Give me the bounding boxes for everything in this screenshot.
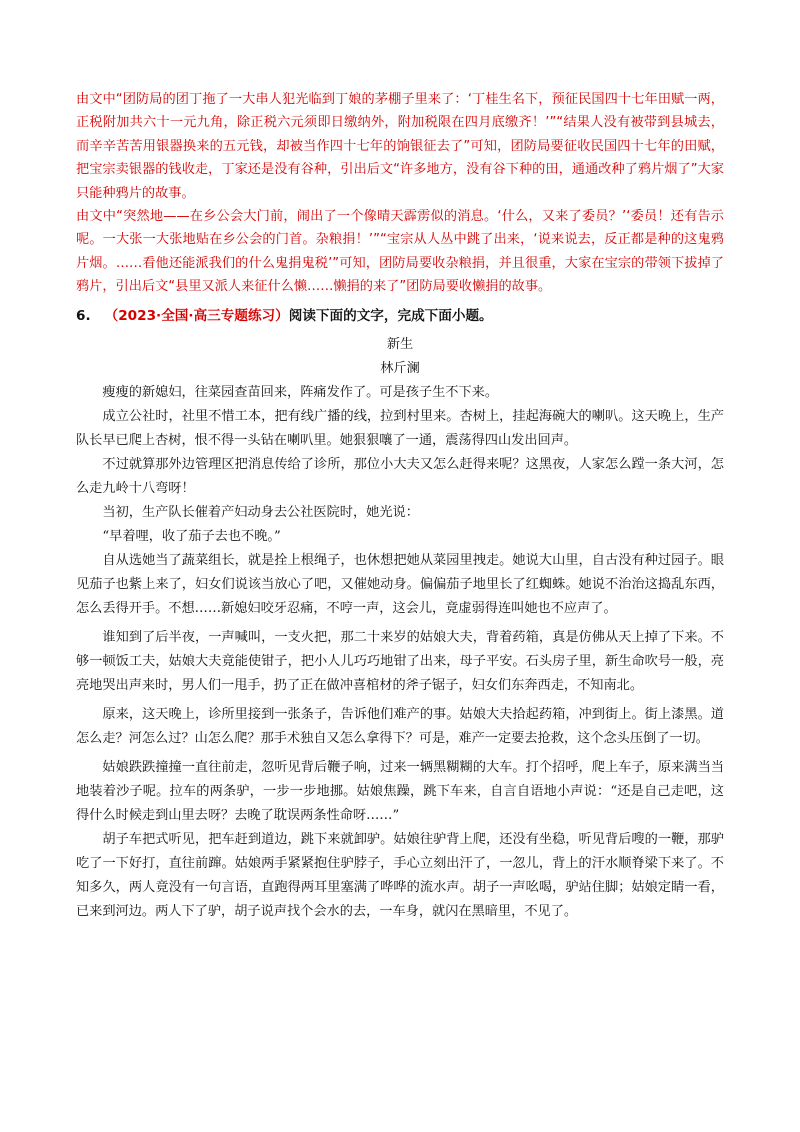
passage-paragraph-9: 姑娘跌跌撞撞一直往前走，忽听见背后鞭子响，过来一辆黑糊糊的大车。打个招呼，爬上车子，原来满当当地装着沙子呢。拉车的两条驴，一步一步地挪。姑娘焦躁，跳下车来，自言自语地小声说：“还是自己走吧，这得什么时候走到山里去呀？去晚了耽误两条性命呀……” [76, 759, 724, 823]
passage-paragraph-2: 成立公社时，社里不惜工本，把有线广播的线，拉到村里来。杏树上，挂起海碗大的喇叭。这天晚上，生产队长早已爬上杏树，恨不得一头钻在喇叭里。她狠狠嚷了一通，震荡得四山发出回声。 [76, 408, 724, 448]
passage-author: 林斤澜 [380, 360, 420, 376]
answer-paragraph-1: 由文中“团防局的团丁拖了一大串人犯光临到丁娘的茅棚子里来了：‘丁桂生名下，预征民国四十七年田赋一两，正税附加共六十一元九角，除正税六元须即日缴纳外，附加税限在四月底缴齐！’”“结果人没有被带到县城去，而辛辛苦苦用银器换来的五元钱，却被当作四十七年的饷银征去了”可知，团防局要征收民国四十七年的田赋，把宝宗卖银器的钱收走，丁家还是没有谷种，引出后文“许多地方，没有谷下种的田，通通改种了鸦片烟了”大家只能种鸦片的故事。 [76, 92, 724, 201]
answer-paragraph-2: 由文中“突然地——在乡公会大门前，闹出了一个像晴天霹雳似的消息。‘什么，又来了委员？’‘委员！还有告示呢。一大张一大张地贴在乡公会的门首。杂粮捐！’”“宝宗从人丛中跳了出来，‘说来说去，反正都是种的这鬼鸦片烟。……看他还能派我们的什么鬼捐鬼税’”可知，团防局要收杂粮捐，并且很重，大家在宝宗的带领下拔掉了鸦片，引出后文“县里又派人来征什么懒……懒捐的来了”团防局要收懒捐的故事。 [76, 209, 724, 295]
reading-passage [76, 333, 724, 924]
document-page [76, 88, 724, 924]
passage-paragraph-1: 瘦瘦的新媳妇，往菜园查苗回来，阵痛发作了。可是孩子生不下来。 [102, 384, 499, 400]
question-prompt: 阅读下面的文字，完成下面小题。 [288, 307, 493, 324]
passage-paragraph-3: 不过就算那外边管理区把消息传给了诊所，那位小大夫又怎么赶得来呢？这黑夜，人家怎么蹚一条大河，怎么走九岭十八弯呀！ [76, 456, 724, 496]
passage-paragraph-6: 自从选她当了蔬菜组长，就是拴上根绳子，也休想把她从菜园里拽走。她说大山里，自古没有种过园子。眼见茄子也紫上来了，妇女们说该当放心了吧，又催她动身。偏偏茄子地里长了红蜘蛛。她说不治治这捣乱东西，怎么丢得开手。不想……新媳妇咬牙忍痛，不哼一声，这会儿，竟虚弱得连叫她也不应声了。 [76, 552, 724, 616]
passage-paragraph-7: 谁知到了后半夜，一声喊叫，一支火把，那二十来岁的姑娘大夫，背着药箱，真是仿佛从天上掉了下来。不够一顿饭工夫，姑娘大夫竟能使钳子，把小人儿巧巧地钳了出来，母子平安。石头房子里，新生命吹号一般，亮亮地哭出声来时，男人们一甩手，扔了正在做冲喜棺材的斧子锯子，妇女们东奔西走，不知南北。 [76, 629, 724, 693]
question-number: 6. [76, 307, 91, 324]
answer-explanation [76, 88, 724, 299]
passage-title: 新生 [386, 336, 414, 352]
question-source: （2023·全国·高三专题练习） [104, 307, 289, 324]
passage-paragraph-5: “早着哩，收了茄子去也不晚。” [102, 528, 281, 544]
question-heading [76, 305, 724, 327]
passage-paragraph-10: 胡子车把式听见，把车赶到道边，跳下来就卸驴。姑娘往驴背上爬，还没有坐稳，听见背后嗖的一鞭，那驴吃了一下好打，直往前蹿。姑娘两手紧紧抱住驴脖子，手心立刻出汗了，一忽儿，背上的汗水顺脊梁下来了。不知多久，两人竟没有一句言语，直跑得两耳里塞满了哗哗的流水声。胡子一声吆喝，驴站住脚；姑娘定睛一看，已来到河边。两人下了驴，胡子说声找个会水的去，一车身，就闪在黑暗里，不见了。 [76, 831, 724, 919]
passage-paragraph-4: 当初，生产队长催着产妇动身去公社医院时，她光说： [102, 504, 419, 520]
passage-paragraph-8: 原来，这天晚上，诊所里接到一张条子，告诉他们难产的事。姑娘大夫拾起药箱，冲到街上。街上漆黑。道怎么走？河怎么过？山怎么爬？那手术独自又怎么拿得下？可是，难产一定要去抢救，这个念头压倒了一切。 [76, 706, 724, 746]
